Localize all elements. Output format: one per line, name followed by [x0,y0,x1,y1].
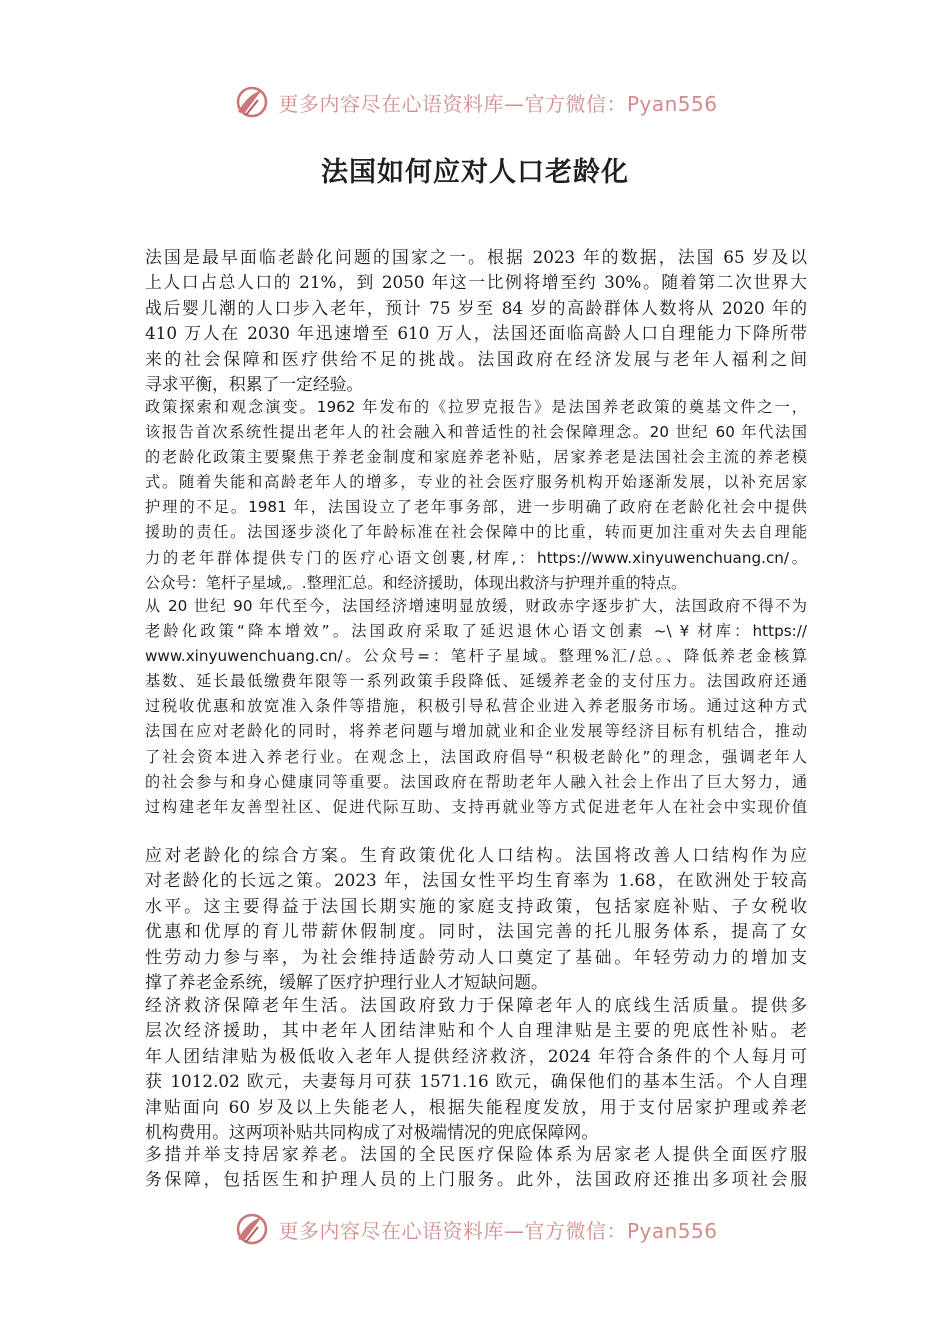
text-line: 公众号：笔杆子星域,。.整理汇总。和经济援助，体现出救济与护理并重的特点。 [145,573,687,592]
text-line: 护理的不足。1981 年，法国设立了老年事务部，进一步明确了政府在老龄化社会中提供 [145,498,807,517]
text-line: 性劳动力参与率，为社会维持适龄劳动人口奠定了基础。年轻劳动力的增加支 [145,946,807,967]
text-line: 津贴面向 60 岁及以上失能老人，根据失能程度发放，用于支付居家护理或养老 [145,1096,807,1117]
text-line: 经济救济保障老年生活。法国政府致力于保障老年人的底线生活质量。提供多 [145,995,807,1015]
text-line: 务保障，包括医生和护理人员的上门服务。此外，法国政府还推出多项社会服 [145,1169,807,1190]
paragraph-policy-history [145,395,807,596]
text-line: 基数、延长最低缴费年限等一系列政策手段降低、延缓养老金的支付压力。法国政府还通 [145,672,807,691]
text-line: 对老龄化的长远之策。2023 年，法国女性平均生育率为 1.68，在欧洲处于较高 [145,870,807,891]
text-line: 的老龄化政策主要聚焦于养老金制度和家庭养老补贴，居家养老是法国社会主流的养老模 [145,448,807,467]
text-line: 层次经济援助，其中老年人团结津贴和个人自理津贴是主要的兜底性补贴。老 [145,1020,807,1041]
text-line: www.xinyuwenchuang.cn/。公众号=：笔杆子星域。整理%汇/总。、降低养老金核算 [145,647,807,666]
text-line: 410 万人在 2030 年迅速增至 610 万人，法国还面临高龄人口自理能力下降所带 [145,323,807,344]
text-line: 政策探索和观念演变。1962 年发布的《拉罗克报告》是法国养老政策的奠基文件之一， [145,398,807,416]
paragraph-cost-reduction [145,594,807,820]
text-line: 来的社会保障和医疗供给不足的挑战。法国政府在经济发展与老年人福利之间 [145,348,807,369]
text-line: 年人团结津贴为极低收入老年人提供经济救济，2024 年符合条件的个人每月可 [145,1045,807,1066]
text-line: 战后婴儿潮的人口步入老年，预计 75 岁至 84 岁的高龄群体人数将从 2020 年的 [145,297,807,318]
text-line: 多措并举支持居家养老。法国的全民医疗保险体系为居家老人提供全面医疗服 [145,1144,807,1164]
paragraph-intro [145,245,807,397]
paragraph-economic-relief [145,993,807,1145]
footer-banner [0,1207,950,1251]
text-line: 了社会资本进入养老行业。在观念上，法国政府倡导“积极老龄化”的理念，强调老年人 [145,747,807,766]
text-line: 老龄化政策“降本增效”。法国政府采取了延迟退休心语文创素 ~\ ¥ 材库：https:// [145,622,807,641]
text-line: 水平。这主要得益于法国长期实施的家庭支持政策，包括家庭补贴、子女税收 [145,895,807,916]
text-line: 优惠和优厚的育儿带薪休假制度。同时，法国完善的托儿服务体系，提高了女 [145,921,807,942]
header-banner-text: 更多内容尽在心语资料库—官方微信：Pyan556 [278,91,718,116]
text-line: 式。随着失能和高龄老年人的增多，专业的社会医疗服务机构开始逐渐发展，以补充居家 [145,473,807,492]
text-line: 上人口占总人口的 21%，到 2050 年这一比例将增至约 30%。随着第二次世界大 [145,272,807,293]
text-line: 该报告首次系统性提出老年人的社会融入和普适性的社会保障理念。20 世纪 60 年代法国 [145,423,807,442]
paragraph-home-care [145,1142,807,1193]
text-line: 获 1012.02 欧元，夫妻每月可获 1571.16 欧元，确保他们的基本生活。个人自理 [145,1071,807,1092]
text-line: 援助的责任。法国逐步淡化了年龄标准在社会保障中的比重，转而更加注重对失去自理能 [145,523,807,542]
text-line: 法国在应对老龄化的同时，将养老问题与增加就业和企业发展等经济目标有机结合，推动 [145,722,807,741]
text-line: 撑了养老金系统，缓解了医疗护理行业人才短缺问题。 [145,972,548,993]
brand-logo-icon [232,1209,272,1249]
text-line: 寻求平衡，积累了一定经验。 [145,374,364,395]
document-title: 法国如何应对人口老龄化 [321,157,629,188]
text-line: 过构建老年友善型社区、促进代际互助、支持再就业等方式促进老年人在社会中实现价值 [145,797,807,816]
text-line: 力的老年群体提供专门的医疗心语文创裹,材库,：https://www.xinyuwenchuang.cn/。 [145,548,807,567]
text-line: 应对老龄化的综合方案。生育政策优化人口结构。法国将改善人口结构作为应 [145,845,807,865]
brand-logo-icon [232,82,272,122]
text-line: 机构费用。这两项补贴共同构成了对极端情况的兜底保障网。 [145,1122,599,1143]
paragraph-fertility-policy [145,843,807,995]
text-line: 法国是最早面临老龄化问题的国家之一。根据 2023 年的数据，法国 65 岁及以 [145,247,807,267]
text-line: 从 20 世纪 90 年代至今，法国经济增速明显放缓，财政赤字逐步扩大，法国政府不得不为 [145,597,807,615]
text-line: 的社会参与和身心健康同等重要。法国政府在帮助老年人融入社会上作出了巨大努力，通 [145,772,807,791]
footer-banner-text: 更多内容尽在心语资料库—官方微信：Pyan556 [278,1218,718,1243]
header-banner [0,80,950,124]
text-line: 过税收优惠和放宽准入条件等措施，积极引导私营企业进入养老服务市场。通过这种方式 [145,697,807,716]
